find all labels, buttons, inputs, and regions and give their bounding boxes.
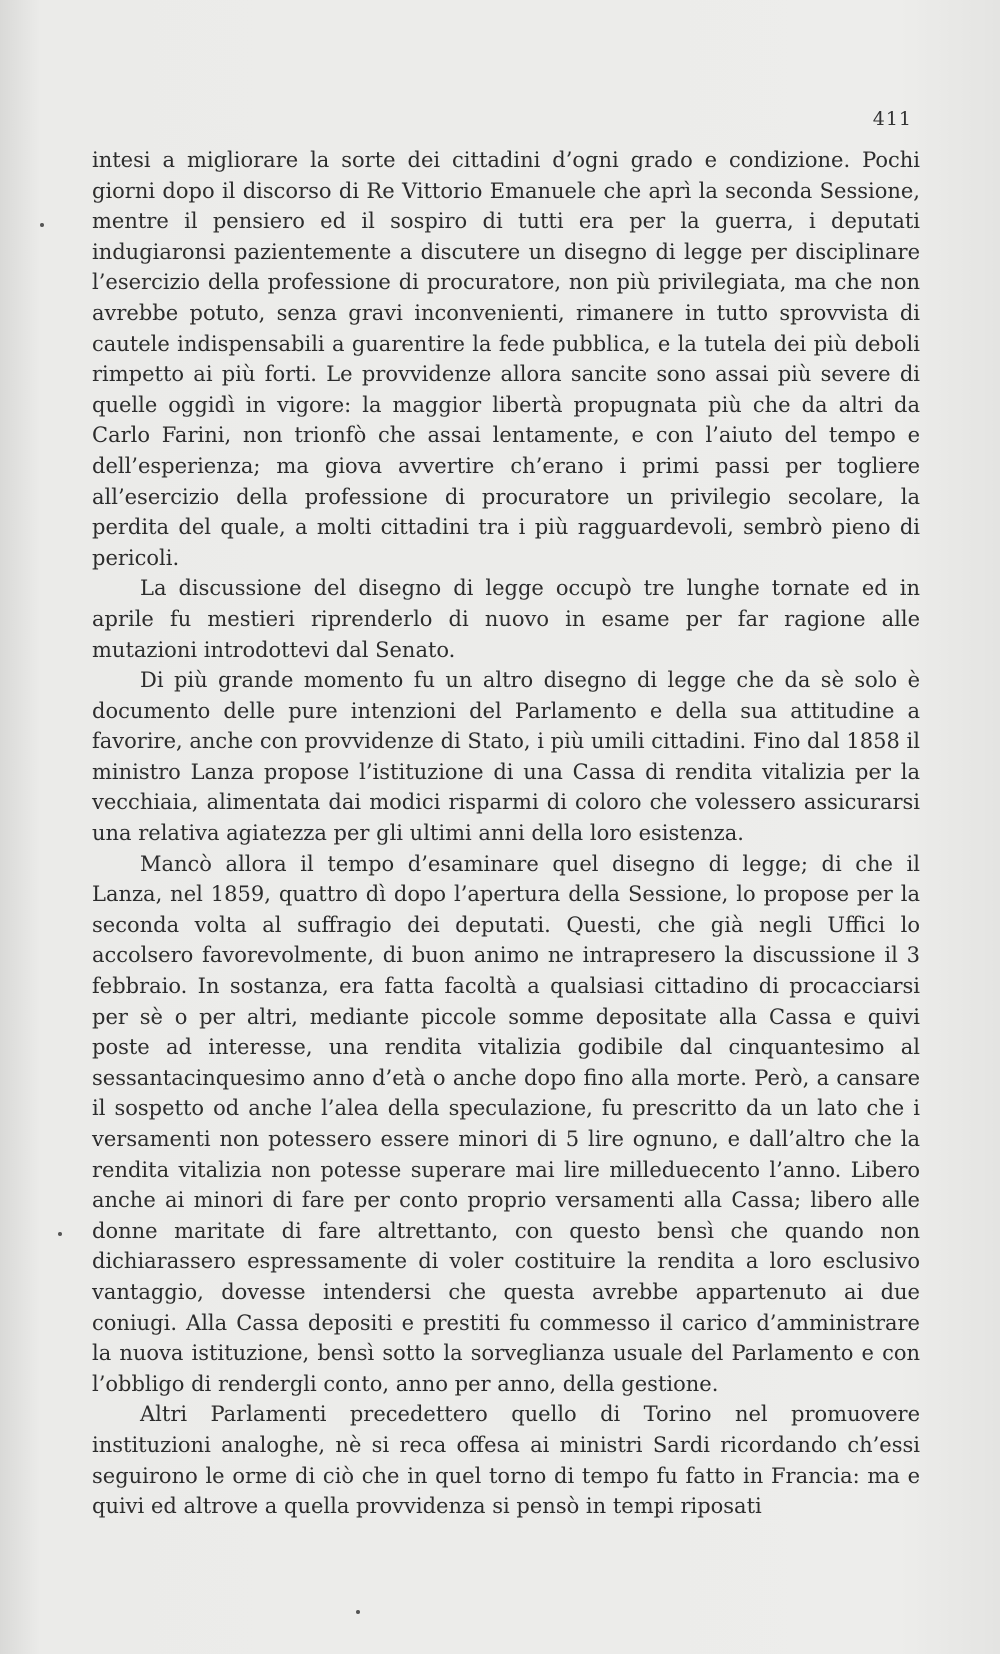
body-text [92, 145, 920, 1522]
ink-speck [40, 223, 44, 227]
ink-speck [58, 1232, 62, 1236]
paragraph-2: La discussione del disegno di legge occupò tre lunghe tornate ed in aprile fu mestieri riprenderlo di nuovo in esame per far ragione alle mutazioni introdottevi dal Senato. [92, 576, 920, 662]
ink-speck [356, 1610, 360, 1614]
paragraph-1: intesi a migliorare la sorte dei cittadini d’ogni grado e condizione. Pochi giorni dopo il discorso di Re Vittorio Emanuele che aprì la seconda Sessione, mentre il pensiero ed il sospiro di tutti era per la guerra, i deputati indugiaronsi pazientemente a discutere un disegno di legge per disciplinare l’esercizio della professione di procuratore, non più privilegiata, ma che non avrebbe potuto, senza gravi inconvenienti, rimanere in tutto sprovvista di cautele indispensabili a guarentire la fede pubblica, e la tutela dei più deboli rimpetto ai più forti. Le provvidenze allora sancite sono assai più severe di quelle oggidì in vigore: la maggior libertà propugnata più che da altri da Carlo Farini, non trionfò che assai lentamente, e con l’aiuto del tempo e dell’esperienza; ma giova avvertire ch’erano i primi passi per togliere all’esercizio della professione di procuratore un privilegio secolare, la perdita del quale, a molti cittadini tra i più ragguardevoli, sembrò pieno di pericoli. [92, 148, 920, 570]
page-number: 411 [872, 108, 912, 130]
paragraph-3: Di più grande momento fu un altro disegno di legge che da sè solo è documento delle pure intenzioni del Parlamento e della sua attitudine a favorire, anche con provvidenze di Stato, i più umili cittadini. Fino dal 1858 il ministro Lanza propose l’istituzione di una Cassa di rendita vitalizia per la vecchiaia, alimentata dai modici risparmi di coloro che volessero assicurarsi una relativa agiatezza per gli ultimi anni della loro esistenza. [92, 668, 920, 846]
paragraph-5: Altri Parlamenti precedettero quello di Torino nel promuovere instituzioni analoghe, nè si reca offesa ai ministri Sardi ricordando ch’essi seguirono le orme di ciò che in quel torno di tempo fu fatto in Francia: ma e quivi ed altrove a quella provvidenza si pensò in tempi riposati [92, 1402, 920, 1519]
paragraph-4: Mancò allora il tempo d’esaminare quel disegno di legge; di che il Lanza, nel 1859, quattro dì dopo l’apertura della Sessione, lo propose per la seconda volta al suffragio dei deputati. Questi, che già negli Uffici lo accolsero favorevolmente, di buon animo ne intrapresero la discussione il 3 febbraio. In sostanza, era fatta facoltà a qualsiasi cittadino di procacciarsi per sè o per altri, mediante piccole somme depositate alla Cassa e quivi poste ad interesse, una rendita vitalizia godibile dal cinquantesimo al sessantacinquesimo anno d’età o anche dopo fino alla morte. Però, a cansare il sospetto od anche l’alea della speculazione, fu prescritto da un lato che i versamenti non potessero essere minori di 5 lire ognuno, e dall’altro che la rendita vitalizia non potesse superare mai lire milleduecento l’anno. Libero anche ai minori di fare per conto proprio versamenti alla Cassa; libero alle donne maritate di fare altrettanto, con questo bensì che quando non dichiarassero espressamente di voler costituire la rendita a loro esclusivo vantaggio, dovesse intendersi che questa avrebbe appartenuto ai due coniugi. Alla Cassa depositi e prestiti fu commesso il carico d’amministrare la nuova istituzione, bensì sotto la sorveglianza usuale del Parlamento e con l’obbligo di rendergli conto, anno per anno, della gestione. [92, 851, 920, 1396]
